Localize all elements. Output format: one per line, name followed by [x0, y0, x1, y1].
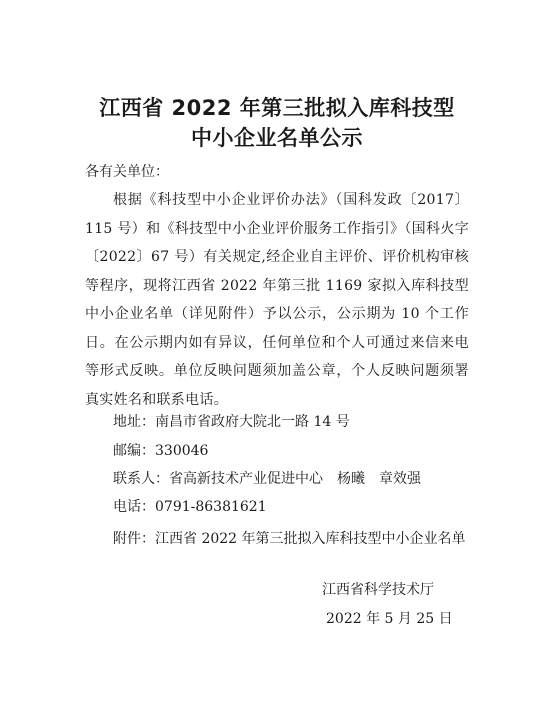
address-row: [113, 412, 350, 432]
notice-body: 根据《科技型中小企业评价办法》（国科发政〔2017〕115 号）和《科技型中小企业评价服务工作指引》（国科火字〔2022〕67 号）有关规定,经企业自主评价、评价机构审核等程序，现将江西省 2022 年第三批 1169 家拟入库科技型中小企业名单（详见附件）予以公示，公示期为 10 个工作日。在公示期内如有异议，任何单位和个人可通过来信来电等形式反映。单位反映问题须加盖公章，个人反映问题须署真实姓名和联系电话。: [85, 192, 469, 408]
phone-row: [113, 497, 267, 517]
address-label: 地址：: [113, 414, 155, 430]
postcode-row: [113, 441, 208, 461]
attachment-row: [85, 525, 469, 554]
attachment-value: 江西省 2022 年第三批拟入库科技型中小企业名单: [155, 531, 466, 547]
attachment-label: 附件：: [113, 531, 155, 547]
phone-value: 0791-86381621: [155, 499, 267, 515]
signature-date: 2022 年 5 月 25 日: [326, 611, 453, 627]
contact-label: 联系人：: [113, 471, 169, 487]
notice-title-line1: 江西省 2022 年第三批拟入库科技型: [99, 96, 455, 120]
phone-label: 电话：: [113, 499, 155, 515]
salutation: 各有关单位：: [85, 164, 169, 180]
postcode-value: 330046: [155, 443, 209, 459]
signature-org: 江西省科学技术厅: [322, 582, 434, 598]
postcode-label: 邮编：: [113, 443, 155, 459]
address-value: 南昌市省政府大院北一路 14 号: [155, 414, 350, 430]
notice-title-line2: 中小企业名单公示: [191, 126, 363, 150]
contact-value: 省高新技术产业促进中心 杨曦 章效强: [169, 471, 421, 487]
contact-row: [113, 469, 421, 489]
